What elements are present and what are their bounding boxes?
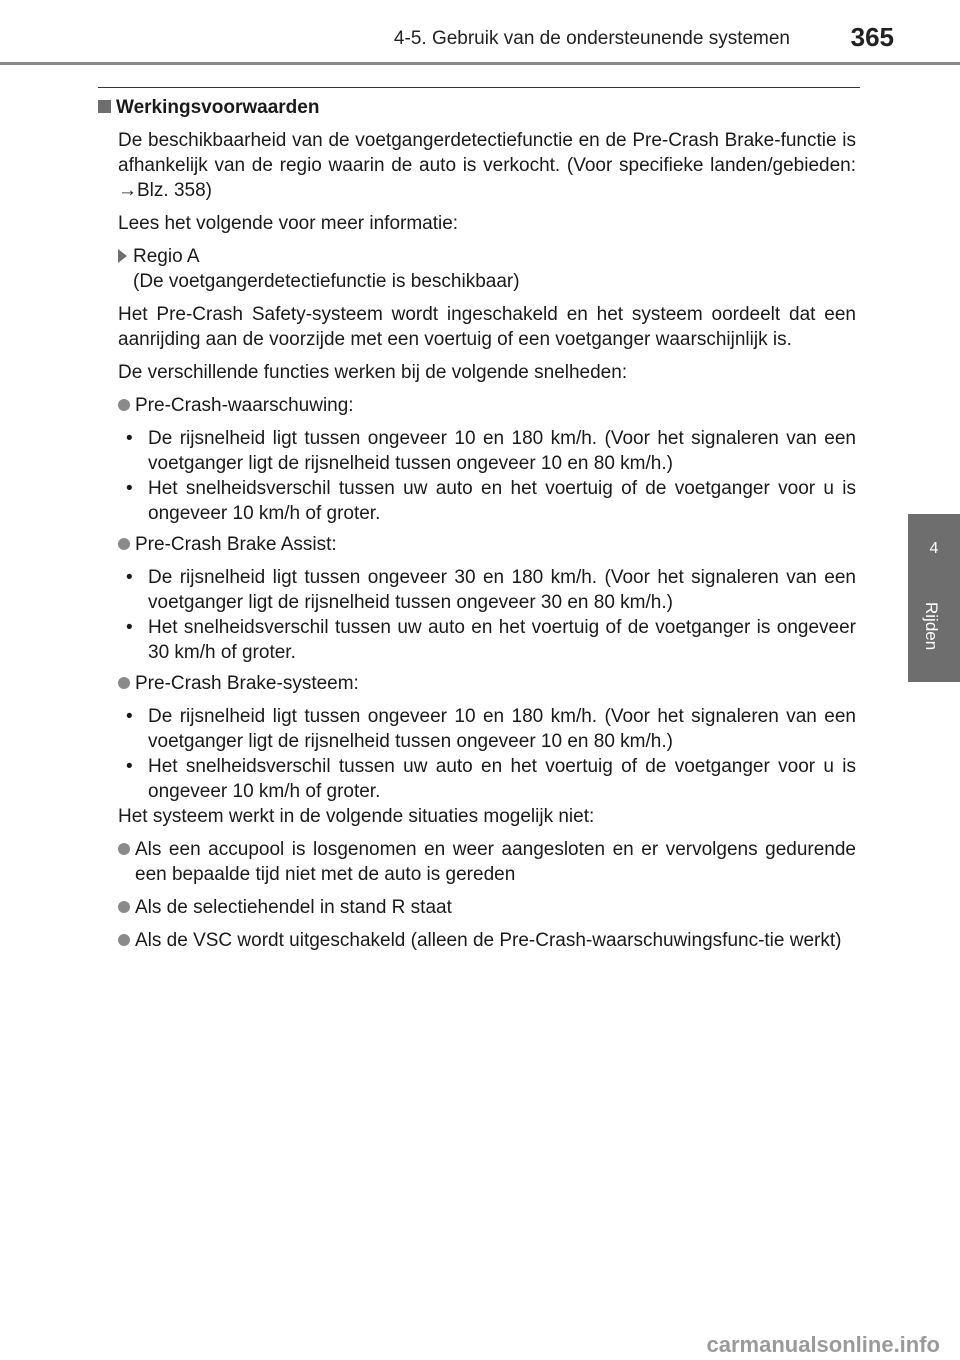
function-title: Pre-Crash Brake Assist: (135, 534, 337, 555)
function-subitems (126, 704, 856, 804)
circle-bullet-icon (118, 843, 130, 855)
situation-text: Als de VSC wordt uitgeschakeld (alleen de Pre-Crash-waarschuwingsfunc-tie werkt) (135, 930, 842, 951)
circle-bullet-icon (118, 901, 130, 913)
section-heading (98, 95, 856, 120)
region-note: (De voetgangerdetectiefunctie is beschikbaar) (133, 271, 520, 292)
paragraph-more-info: Lees het volgende voor meer informatie: (118, 213, 459, 234)
heading-text: Werkingsvoorwaarden (116, 97, 320, 118)
sub-item: • Het snelheidsverschil tussen uw auto en het voertuig of de voetganger voor u is ongeveer 10 km/h of groter. (126, 478, 856, 524)
circle-bullet-icon (118, 677, 130, 689)
circle-bullet-icon (118, 399, 130, 411)
triangle-arrow-icon (118, 249, 127, 263)
sub-item: • Het snelheidsverschil tussen uw auto en het voertuig of de voetganger voor u is ongeveer 10 km/h of groter. (126, 756, 856, 802)
region-item (118, 244, 856, 294)
sub-item: • Het snelheidsverschil tussen uw auto en het voertuig of de voetganger is ongeveer 30 km/h of groter. (126, 617, 856, 663)
function-title: Pre-Crash Brake-systeem: (135, 673, 359, 694)
section-title: 4-5. Gebruik van de ondersteunende systemen (393, 28, 790, 49)
paragraph-system: Het Pre-Crash Safety-systeem wordt ingeschakeld en het systeem oordeelt dat een aanrijding aan de voorzijde met een voertuig of een voetganger waarschijnlijk is. (118, 304, 856, 350)
paragraph-speeds: De verschillende functies werken bij de volgende snelheden: (118, 362, 628, 383)
function-subitems (126, 565, 856, 665)
sub-item: • De rijsnelheid ligt tussen ongeveer 10 en 180 km/h. (Voor het signaleren van een voetganger ligt de rijsnelheid tussen ongeveer 10 en 80 km/h.) (126, 706, 856, 752)
function-item (118, 671, 856, 696)
sub-item: • De rijsnelheid ligt tussen ongeveer 30 en 180 km/h. (Voor het signaleren van een voetganger ligt de rijsnelheid tussen ongeveer 30 en 80 km/h.) (126, 567, 856, 613)
chapter-label: Rijden (922, 602, 941, 651)
function-title: Pre-Crash-waarschuwing: (135, 395, 354, 416)
content-rule (98, 87, 860, 88)
situation-text: Als een accupool is losgenomen en weer aangesloten en er vervolgens gedurende een bepaalde tijd niet met de auto is gereden (135, 839, 856, 885)
circle-bullet-icon (118, 538, 130, 550)
page-number: 365 (850, 22, 894, 52)
chapter-tab[interactable] (908, 514, 960, 682)
situation-text: Als de selectiehendel in stand R staat (135, 897, 452, 918)
situation-item (118, 895, 856, 920)
situation-item (118, 837, 856, 887)
region-name: Regio A (133, 246, 200, 267)
paragraph-conditions: Het systeem werkt in de volgende situaties mogelijk niet: (118, 806, 595, 827)
function-item (118, 532, 856, 557)
function-subitems (126, 426, 856, 526)
square-bullet-icon (98, 100, 111, 113)
paragraph-availability: De beschikbaarheid van de voetgangerdetectiefunctie en de Pre-Crash Brake-functie is afhankelijk van de regio waarin de auto is verkocht. (Voor specifieke landen/gebieden: →Blz. 358) (118, 130, 856, 201)
function-item (118, 393, 856, 418)
circle-bullet-icon (118, 934, 130, 946)
chapter-number: 4 (929, 540, 939, 557)
sub-item: • De rijsnelheid ligt tussen ongeveer 10 en 180 km/h. (Voor het signaleren van een voetganger ligt de rijsnelheid tussen ongeveer 10 en 80 km/h.) (126, 428, 856, 474)
header-rule (0, 62, 960, 65)
situation-item (118, 928, 856, 953)
page-content (98, 95, 856, 961)
watermark: carmanualsonline.info (706, 1332, 940, 1357)
